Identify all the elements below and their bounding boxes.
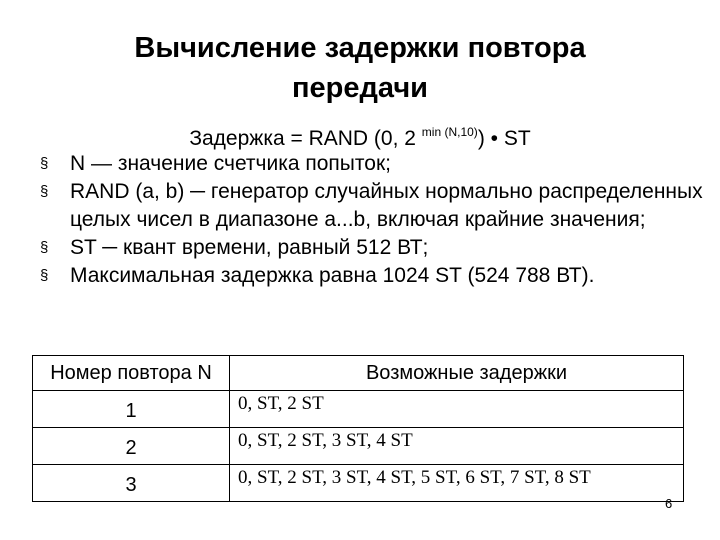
bullet-list: [38, 150, 708, 290]
bullet-marker-icon: §: [40, 155, 49, 172]
delays-cell: 0, ST, 2 ST, 3 ST, 4 ST, 5 ST, 6 ST, 7 ST, 8 ST: [230, 465, 684, 502]
header-possible-delays: Возможные задержки: [230, 356, 684, 391]
bullet-item: [38, 234, 708, 262]
delay-table: [32, 355, 684, 502]
table-header-row: [33, 356, 684, 391]
delays-cell: 0, ST, 2 ST: [230, 391, 684, 428]
table-row: [33, 465, 684, 502]
bullet-item: [38, 150, 708, 178]
formula-prefix: Задержка = RAND (0, 2: [189, 127, 422, 150]
bullet-item: [38, 262, 708, 290]
bullet-marker-icon: §: [40, 267, 49, 284]
header-retry-number: Номер повтора N: [33, 356, 230, 391]
bullet-text: ST ─ квант времени, равный 512 ВТ;: [70, 236, 429, 259]
formula-suffix: ) • ST: [477, 127, 531, 150]
retry-number-cell: 2: [33, 428, 230, 465]
delay-formula: [0, 118, 720, 153]
bullet-marker-icon: §: [40, 183, 49, 200]
retry-number-cell: 1: [33, 391, 230, 428]
table-row: [33, 428, 684, 465]
bullet-marker-icon: §: [40, 239, 49, 256]
bullet-item: [38, 178, 708, 234]
bullet-text: N — значение счетчика попыток;: [70, 152, 391, 175]
slide-title-line-1: Вычисление задержки повтора: [134, 32, 586, 64]
bullet-text: Максимальная задержка равна 1024 ST (524 788 ВТ).: [70, 264, 595, 287]
bullet-text: RAND (a, b) ─ генератор случайных нормально распределенных целых чисел в диапазоне a...b, включая крайние значения;: [70, 180, 703, 231]
retry-number-cell: 3: [33, 465, 230, 502]
page-number: 6: [665, 496, 673, 511]
slide-title-line-2: передачи: [292, 72, 428, 104]
table-row: [33, 391, 684, 428]
slide-title: [0, 28, 720, 108]
formula-exponent: min (N,10): [421, 125, 478, 139]
delays-cell: 0, ST, 2 ST, 3 ST, 4 ST: [230, 428, 684, 465]
